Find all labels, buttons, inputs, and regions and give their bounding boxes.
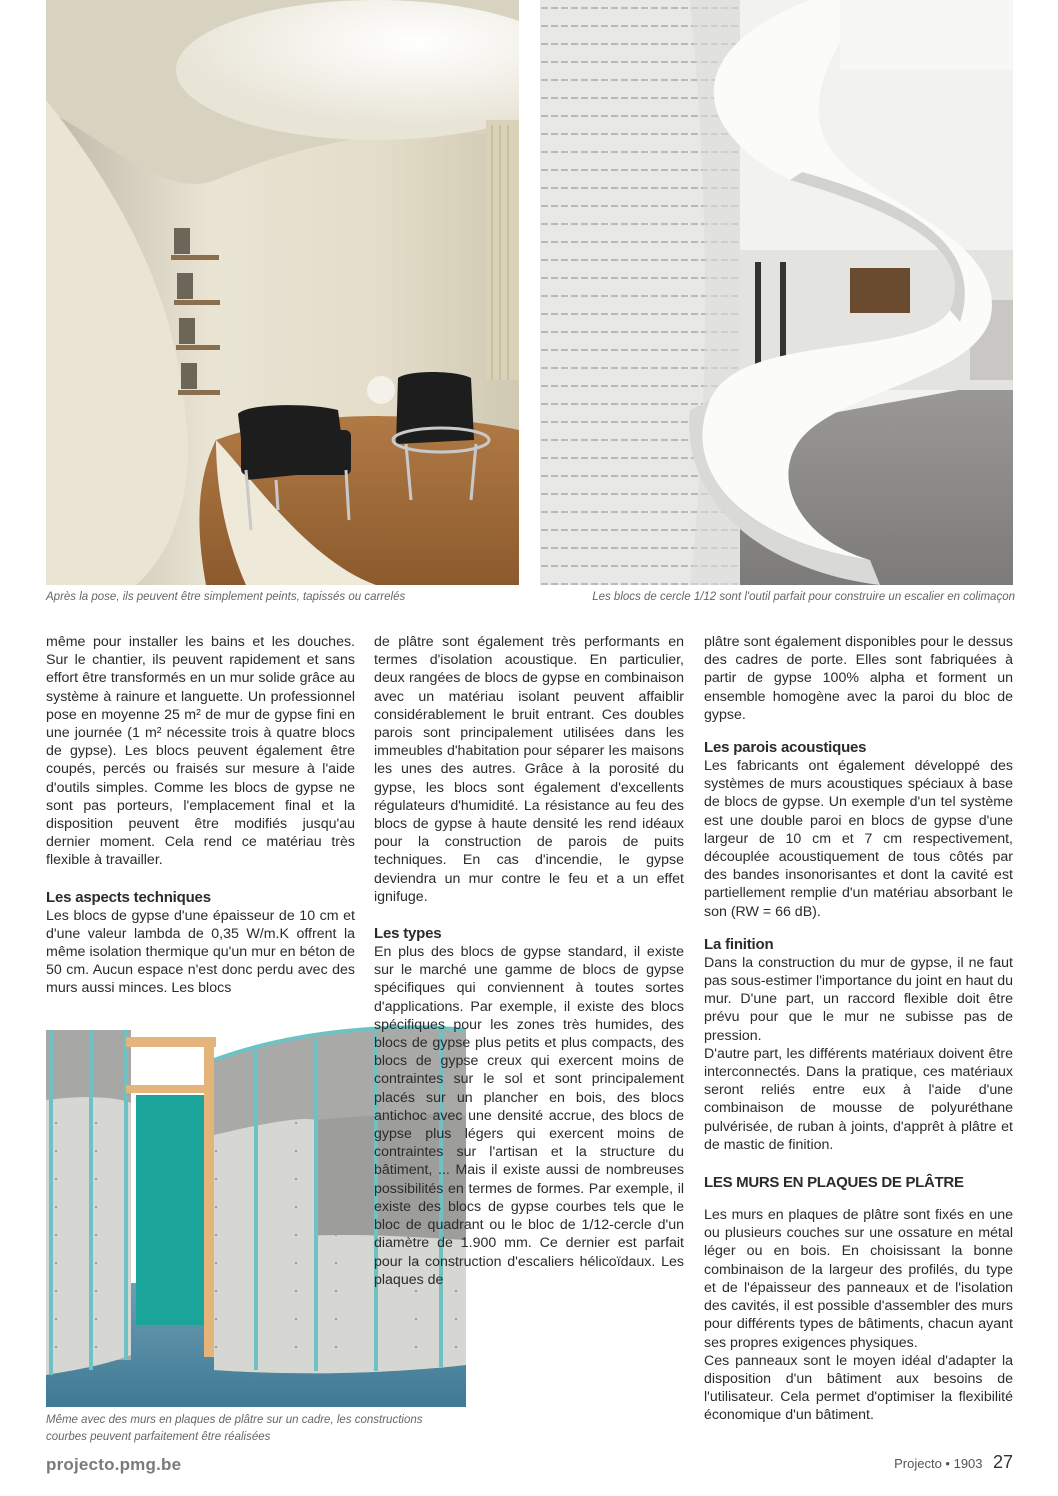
col3-paragraph-2: Les fabricants ont également développé des systèmes de murs acoustiques spéciaux à base de blocs de gypse. Un exemple d'un tel système est une double paroi en blocs de gypse d'une largeur de 10 cm et 7 cm respectivement, découplée acoustiquement de tous côtés par des bandes insonorisantes et dont la cavité est partiellement remplie d'un matériau absorbant le son (RW = 66 dB). xyxy=(704,758,1013,920)
col1-paragraph-2: Les blocs de gypse d'une épaisseur de 10 cm et d'une valeur lambda de 0,35 W/m.K offrent la même isolation thermique qu'un mur en béton de 50 cm. Aucun espace n'est donc perdu avec des murs aussi minces. Les blocs xyxy=(46,907,355,997)
page-number: 27 xyxy=(992,1452,1013,1472)
col3-paragraph-1: plâtre sont également disponibles pour le dessus des cadres de porte. Elles sont fabriquées à partir de gypse 100% alpha et forment un ensemble homogène avec la paroi du bloc de gypse. xyxy=(704,634,1013,723)
col2-paragraph-1: de plâtre sont également très performants en termes d'isolation acoustique. En particulier, deux rangées de blocs de gypse en combinaison avec un matériau isolant peuvent affaiblir considérablement le bruit entrant. Ces doubles parois sont principalement utilisées dans les immeubles d'habitation pour séparer les maisons les unes des autres. Grâce à la porosité du gypse, les blocs sont également d'excellents régulateurs d'humidité. La résistance au feu des blocs de gypse à haute densité les rend idéaux pour la construction de parois de puits techniques. En cas d'incendie, le gypse deviendra un mur contre le feu et a un effet ignifuge. xyxy=(374,634,684,905)
caption-illustration: Même avec des murs en plaques de plâtre sur un cadre, les constructions courbes peuvent parfaitement être réalisées xyxy=(46,1414,423,1443)
heading-types: Les types xyxy=(374,925,442,943)
photo-staircase xyxy=(540,0,1013,585)
caption-lounge: Après la pose, ils peuvent être simplement peints, tapissés ou carrelés xyxy=(46,591,406,603)
heading-finishing: La finition xyxy=(704,935,774,953)
heading-technical-aspects: Les aspects techniques xyxy=(46,888,211,906)
column-1 xyxy=(46,633,355,998)
col3-paragraph-6: Ces panneaux sont le moyen idéal d'adapter la disposition d'un bâtiment aux besoins de l'utilisateur. Cela permet d'optimiser la flexibilité économique d'un bâtiment. xyxy=(704,1352,1013,1424)
col2-paragraph-2: En plus des blocs de gypse standard, il existe sur le marché une gamme de blocs de gypse spécifiques qui conviennent à toutes sortes d'applications. Par exemple, il existe des blocs spécifiques pour les zones très humides, des blocs de gypse plus petits et plus compacts, des blocs de gypse creux qui exercent moins de contraintes sur le sol et sont principalement placés sur un plancher en bois, des blocs antichoc avec une densité accrue, des blocs de gypse plus légers qui exercent moins de contraintes sur l'artisan et la structure du bâtiment, ... Mais il existe aussi de nombreuses possibilités en termes de formes. Par exemple, il existe des blocs de gypse courbes tels que le bloc de quadrant ou le bloc de 1/12-cercle d'un diamètre de 1.900 mm. Ce dernier est parfait pour la construction d'escaliers hélicoïdaux. Les plaques de xyxy=(374,944,684,1288)
heading-plasterboard-walls: LES MURS EN PLAQUES DE PLÂTRE xyxy=(704,1174,964,1192)
photo-lounge xyxy=(46,0,519,585)
column-2 xyxy=(374,633,684,1289)
col3-paragraph-3: Dans la construction du mur de gypse, il ne faut pas sous-estimer l'importance du joint en haut du mur. D'une part, un raccord flexible doit être prévu pour que le mur ne subisse pas de pression. xyxy=(704,954,1013,1044)
heading-acoustic-walls: Les parois acoustiques xyxy=(704,739,867,757)
footer-issue xyxy=(894,1452,1013,1473)
col3-paragraph-5: Les murs en plaques de plâtre sont fixés en une ou plusieurs couches sur une ossature en métal léger ou en bois. En choisissant la bonne combinaison de la largeur des profilés, du type et de l'épaisseur des panneaux et de l'isolation des cavités, il est possible d'assembler des murs pour différents types de bâtiments, chacun ayant ses propres exigences physiques. xyxy=(704,1207,1013,1351)
caption-staircase: Les blocs de cercle 1/12 sont l'outil parfait pour construire un escalier en colimaçon xyxy=(592,591,1015,603)
footer-magazine: Projecto • 1903 xyxy=(894,1456,983,1471)
column-3 xyxy=(704,633,1013,1425)
col3-paragraph-4: D'autre part, les différents matériaux doivent être interconnectés. Dans la pratique, ces matériaux seront reliés entre eux à l'aide d'une combinaison de mousse de polyuréthane pulvérisée, de ruban à joints, d'apprêt à plâtre et de mastic de finition. xyxy=(704,1045,1013,1153)
col1-paragraph-1: même pour installer les bains et les douches. Sur le chantier, ils peuvent rapidement et sans effort être transformés en un mur solide grâce au système à rainure et languette. Un professionnel pose en moyenne 25 m² de mur de gypse fini en une journée (1 m² nécessite trois à quatre blocs de gypse). Les blocs peuvent également être coupés, percés ou fraisés sur mesure à l'aide d'outils simples. Comme les blocs de gypse ne sont pas porteurs, l'emplacement final et la disposition peuvent être modifiés jusqu'au dernier moment. Cela rend ce matériau très flexible à travailler. xyxy=(46,634,355,869)
footer-website-link[interactable]: projecto.pmg.be xyxy=(46,1455,182,1474)
